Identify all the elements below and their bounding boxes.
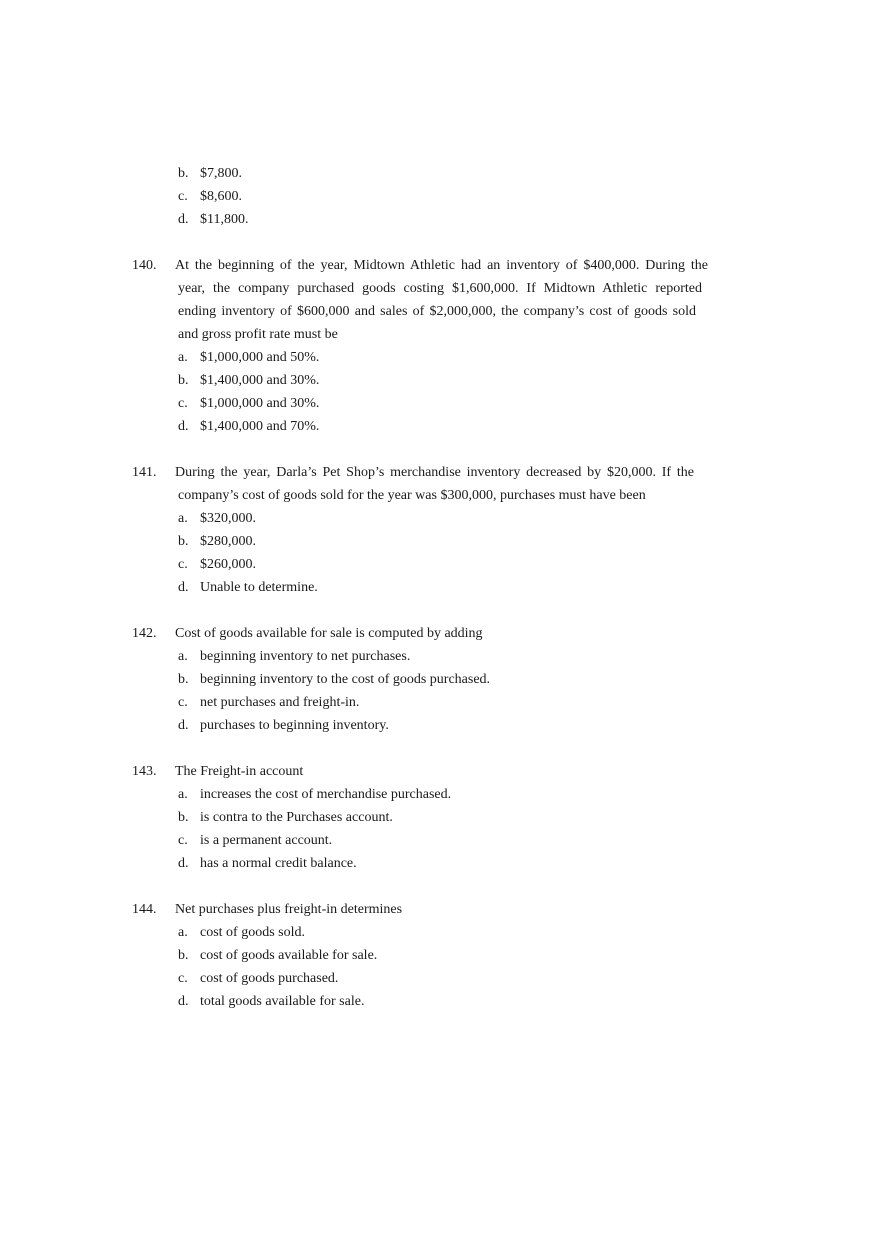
choice-letter: c. [178, 557, 188, 572]
question-stem-line: year, the company purchased goods costing $1,600,000. If Midtown Athletic reported [178, 281, 702, 296]
choice-text: $320,000. [200, 511, 256, 526]
choice-text: total goods available for sale. [200, 994, 365, 1009]
choice-letter: c. [178, 971, 188, 986]
choice-text: cost of goods available for sale. [200, 948, 378, 963]
choice-text: $11,800. [200, 212, 249, 227]
choice-letter: c. [178, 189, 188, 204]
choice-text: net purchases and freight-in. [200, 695, 360, 710]
choice-text: increases the cost of merchandise purchased. [200, 787, 452, 802]
choice-letter: b. [178, 534, 189, 549]
question-stem-line: company’s cost of goods sold for the year was $300,000, purchases must have been [178, 488, 646, 503]
choice-text: beginning inventory to the cost of goods purchased. [200, 672, 491, 687]
choice-letter: c. [178, 833, 188, 848]
choice-item [178, 967, 338, 990]
choice-letter: a. [178, 511, 188, 526]
choice-item [178, 691, 359, 714]
choice-text: purchases to beginning inventory. [200, 718, 389, 733]
choice-item [178, 852, 357, 875]
choice-letter: b. [178, 948, 189, 963]
choice-letter: d. [178, 994, 189, 1009]
choice-letter: b. [178, 373, 189, 388]
question-number: 142. [132, 626, 157, 641]
question-stem-line: Cost of goods available for sale is computed by adding [175, 626, 483, 641]
choice-letter: a. [178, 350, 188, 365]
choice-item [178, 369, 319, 392]
question-stem-line: ending inventory of $600,000 and sales of $2,000,000, the company’s cost of goods sold [178, 304, 696, 319]
question-number: 140. [132, 258, 157, 273]
question-number: 141. [132, 465, 157, 480]
choice-item [178, 829, 332, 852]
choice-item [178, 944, 377, 967]
choice-letter: c. [178, 396, 188, 411]
choice-text: cost of goods purchased. [200, 971, 339, 986]
choice-item [178, 415, 319, 438]
choice-text: is contra to the Purchases account. [200, 810, 393, 825]
question-number: 143. [132, 764, 157, 779]
choice-letter: b. [178, 166, 189, 181]
choice-item [178, 185, 242, 208]
choice-item [178, 208, 248, 231]
choice-item [178, 806, 393, 829]
question-stem-line: Net purchases plus freight-in determines [175, 902, 403, 917]
choice-text: $1,000,000 and 30%. [200, 396, 320, 411]
choice-text: $7,800. [200, 166, 242, 181]
question-stem-line: At the beginning of the year, Midtown Athletic had an inventory of $400,000. During the [175, 258, 708, 273]
choice-letter: a. [178, 649, 188, 664]
choice-text: $1,000,000 and 50%. [200, 350, 320, 365]
choice-item [178, 346, 319, 369]
choice-text: Unable to determine. [200, 580, 318, 595]
choice-item [178, 162, 242, 185]
choice-text: $8,600. [200, 189, 242, 204]
choice-item [178, 783, 451, 806]
choice-letter: d. [178, 419, 189, 434]
choice-text: $1,400,000 and 30%. [200, 373, 320, 388]
question-stem-line: During the year, Darla’s Pet Shop’s merchandise inventory decreased by $20,000. If the [175, 465, 694, 480]
choice-letter: d. [178, 212, 189, 227]
choice-text: is a permanent account. [200, 833, 333, 848]
choice-letter: b. [178, 810, 189, 825]
choice-text: $260,000. [200, 557, 256, 572]
choice-letter: a. [178, 925, 188, 940]
choice-item [178, 668, 490, 691]
choice-letter: d. [178, 856, 189, 871]
choice-item [178, 645, 410, 668]
choice-text: has a normal credit balance. [200, 856, 357, 871]
choice-item [178, 921, 305, 944]
choice-text: cost of goods sold. [200, 925, 305, 940]
choice-letter: c. [178, 695, 188, 710]
choice-item [178, 392, 319, 415]
question-stem-line: The Freight-in account [175, 764, 304, 779]
choice-item [178, 714, 389, 737]
choice-item [178, 530, 256, 553]
choice-text: beginning inventory to net purchases. [200, 649, 411, 664]
choice-item [178, 990, 364, 1013]
choice-item [178, 507, 256, 530]
question-number: 144. [132, 902, 157, 917]
choice-item [178, 576, 318, 599]
choice-letter: a. [178, 787, 188, 802]
choice-letter: d. [178, 718, 189, 733]
choice-letter: d. [178, 580, 189, 595]
choice-letter: b. [178, 672, 189, 687]
choice-text: $1,400,000 and 70%. [200, 419, 320, 434]
question-stem-line: and gross profit rate must be [178, 327, 338, 342]
choice-item [178, 553, 256, 576]
choice-text: $280,000. [200, 534, 256, 549]
